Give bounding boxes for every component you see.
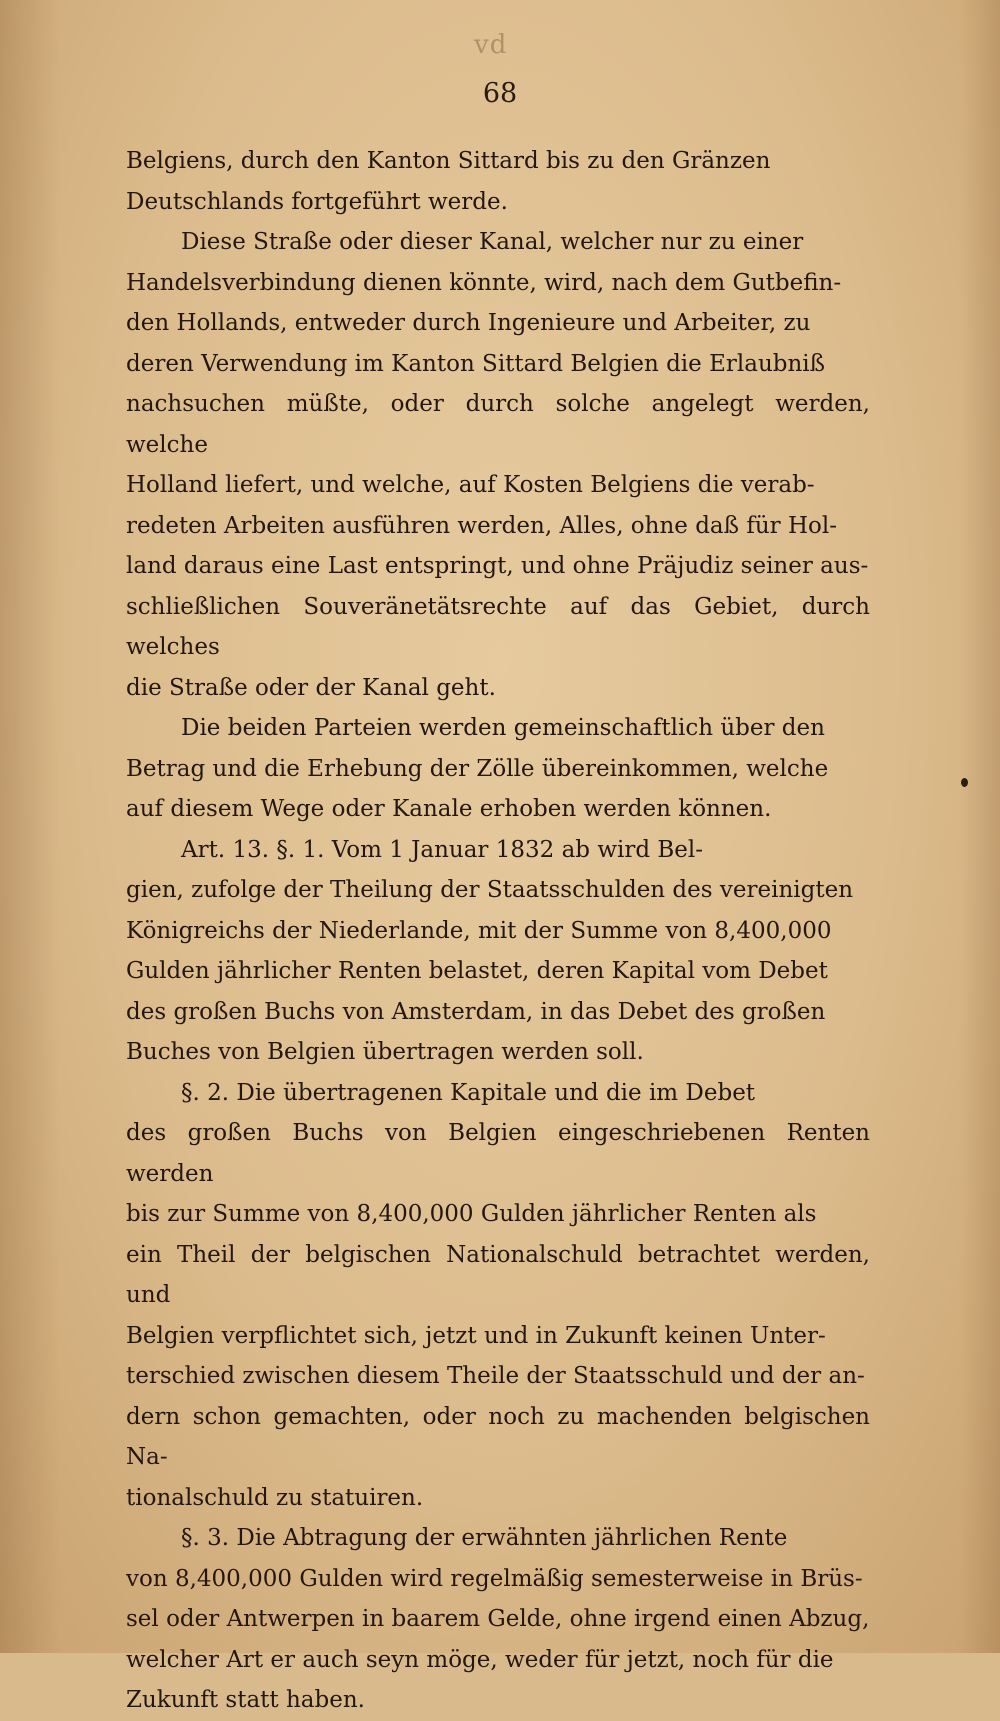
paragraph-section-3: §. 3. Die Abtragung der erwähnten jährlichen Rente von 8,400,000 Gulden wird regelmäßig semesterweise in Brüs- sel oder Antwerpen in baarem Gelde, ohne irgend einen Abzug, welcher Art er auch seyn möge, weder für jetzt, noch für die Zukunft statt haben. (126, 1525, 870, 1713)
page-number: 68 (482, 78, 518, 109)
body-text (126, 141, 870, 1721)
page-edge-shadow-left (0, 0, 60, 1653)
paragraph-road-canal: Diese Straße oder dieser Kanal, welcher nur zu einer Handelsverbindung dienen könnte, wird, nach dem Gutbefin- den Hollands, entweder durch Ingenieure und Arbeiter, zu deren Verwendung im Kanton Sittard Belgien die Erlaubniß nachsuchen müßte, oder durch solche angelegt werden, welche Holland liefert, und welche, auf Kosten Belgiens die verab- redeten Arbeiten ausführen werden, Alles, ohne daß für Hol- land daraus eine Last entspringt, und ohne Präjudiz seiner aus- schließlichen Souveränetätsrechte auf das Gebiet, durch welches die Straße oder der Kanal geht. (126, 229, 870, 701)
paragraph-article-13-section-1: Art. 13. §. 1. Vom 1 Januar 1832 ab wird Bel- gien, zufolge der Theilung der Staatsschulden des vereinigten Königreichs der Niederlande, mit der Summe von 8,400,000 Gulden jährlicher Renten belastet, deren Kapital vom Debet des großen Buchs von Amsterdam, in das Debet des großen Buches von Belgien übertragen werden soll. (126, 836, 854, 1065)
paragraph-section-2: §. 2. Die übertragenen Kapitale und die im Debet des großen Buchs von Belgien eingeschriebenen Renten werden bis zur Summe von 8,400,000 Gulden jährlicher Renten als ein Theil der belgischen Nationalschuld betrachtet werden, und Belgien verpflichtet sich, jetzt und in Zukunft keinen Unter- terschied zwischen diesem Theile der Staatsschuld und der an- dern schon gemachten, oder noch zu machenden belgischen Na- tionalschuld zu statuiren. (126, 1079, 870, 1511)
paragraph-continuation: Belgiens, durch den Kanton Sittard bis zu den Gränzen Deutschlands fortgeführt werde. (126, 148, 771, 215)
ink-spot (961, 778, 968, 787)
page-edge-shadow-right (960, 0, 1000, 1653)
faint-page-mark: vd (474, 30, 508, 60)
paragraph-tolls: Die beiden Parteien werden gemeinschaftlich über den Betrag und die Erhebung der Zölle übereinkommen, welche auf diesem Wege oder Kanale erhoben werden können. (126, 715, 829, 822)
